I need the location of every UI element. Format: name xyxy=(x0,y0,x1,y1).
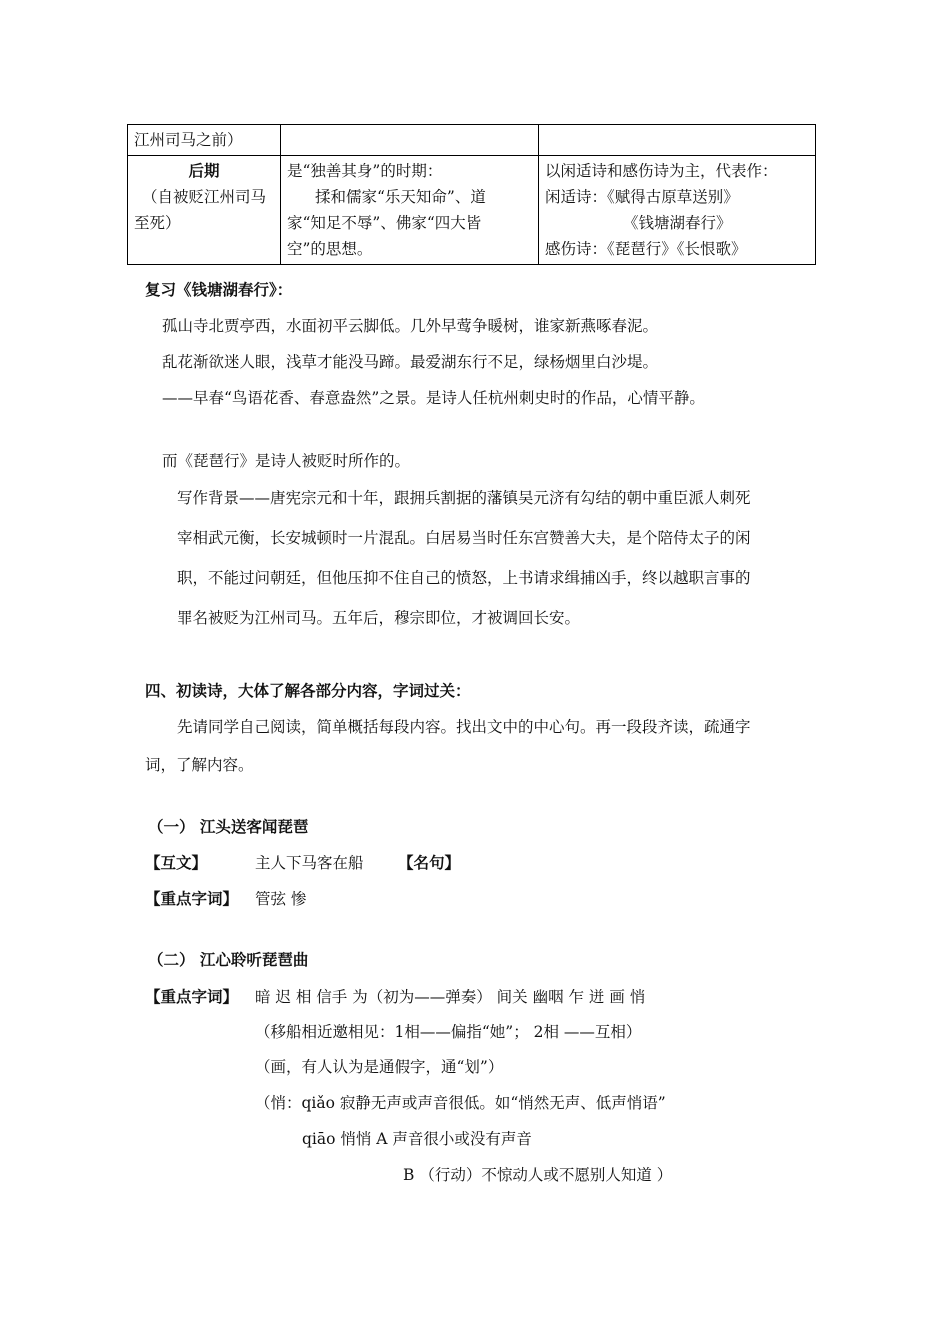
works-cell xyxy=(539,156,816,265)
poem-line: 孤山寺北贾亭西，水面初平云脚低。几外早莺争暖树，谁家新燕啄春泥。 xyxy=(162,317,659,335)
works-cell xyxy=(539,125,816,156)
review-heading: 复习《钱塘湖春行》： xyxy=(145,281,293,299)
table-row xyxy=(128,125,816,156)
background-line: 职，不能过问朝廷，但他压抑不住自己的愤怒，上书请求缉捕凶手，终以越职言事的 xyxy=(177,569,751,587)
period-cell xyxy=(128,156,281,265)
thought-line: 是“独善其身”的时期： xyxy=(287,162,443,180)
poem-line: 乱花渐欲迷人眼，浅草才能没马蹄。最爱湖东行不足，绿杨烟里白沙堤。 xyxy=(162,353,659,371)
part2-heading: （二） 江心聆听琵琶曲 xyxy=(148,951,309,969)
thought-line: 空”的思想。 xyxy=(287,240,373,258)
works-line: 以闲适诗和感伤诗为主，代表作： xyxy=(545,162,778,180)
keywords-label: 【重点字词】 xyxy=(145,890,239,908)
thought-cell xyxy=(281,156,539,265)
period-cell xyxy=(128,125,281,156)
thought-line: 家“知足不辱”、佛家“四大皆 xyxy=(287,214,482,232)
background-line: 罪名被贬为江州司马。五年后，穆宗即位，才被调回长安。 xyxy=(177,609,581,627)
works-line: 感伤诗：《琵琶行》《长恨歌》 xyxy=(545,240,747,258)
mingju-label: 【名句】 xyxy=(398,854,461,872)
period-name: 后期 xyxy=(188,162,220,180)
period-table xyxy=(127,124,816,265)
keyword-note: B （行动）不惊动人或不愿别人知道 ） xyxy=(403,1166,673,1184)
works-line: 《钱塘湖春行》 xyxy=(623,214,732,232)
keyword-note: （悄：qiǎo 寂静无声或声音很低。如“悄然无声、低声悄语” xyxy=(255,1094,666,1112)
thought-line: 揉和儒家“乐天知命”、道 xyxy=(315,188,486,206)
table-row xyxy=(128,156,816,265)
section4-para: 词，了解内容。 xyxy=(145,756,254,774)
period-desc-line: 至死） xyxy=(134,214,181,232)
period-desc-line: （自被贬江州司马 xyxy=(141,188,266,206)
keywords-label: 【重点字词】 xyxy=(145,988,239,1006)
huwen-label: 【互文】 xyxy=(145,854,208,872)
background-line: 写作背景——唐宪宗元和十年，跟拥兵割据的藩镇吴元济有勾结的朝中重臣派人刺死 xyxy=(177,489,751,507)
keyword-note: qiāo 悄悄 A 声音很小或没有声音 xyxy=(302,1130,532,1148)
keywords-text: 暗 迟 相 信手 为（初为——弹奏） 间关 幽咽 乍 迸 画 悄 xyxy=(255,988,646,1006)
background-line: 宰相武元衡，长安城顿时一片混乱。白居易当时任东宫赞善大夫，是个陪侍太子的闲 xyxy=(177,529,751,547)
part1-heading: （一） 江头送客闻琵琶 xyxy=(148,818,309,836)
keyword-note: （画，有人认为是通假字，通“划”） xyxy=(255,1058,504,1076)
period-tail-text: 江州司马之前） xyxy=(134,131,243,149)
thought-cell xyxy=(281,125,539,156)
contrast-line: 而《琵琶行》是诗人被贬时所作的。 xyxy=(162,452,411,470)
keywords-text: 管弦 惨 xyxy=(255,890,307,908)
poem-comment: ——早春“鸟语花香、春意盎然”之景。是诗人任杭州刺史时的作品，心情平静。 xyxy=(162,389,705,407)
section4-heading: 四、初读诗，大体了解各部分内容，字词过关： xyxy=(145,682,471,700)
works-line: 闲适诗：《赋得古原草送别》 xyxy=(545,188,739,206)
keyword-note: （移船相近邀相见：1相——偏指“她”； 2相 ——互相） xyxy=(255,1023,642,1041)
huwen-text: 主人下马客在船 xyxy=(255,854,364,872)
section4-para: 先请同学自己阅读，简单概括每段内容。找出文中的中心句。再一段段齐读，疏通字 xyxy=(177,718,751,736)
